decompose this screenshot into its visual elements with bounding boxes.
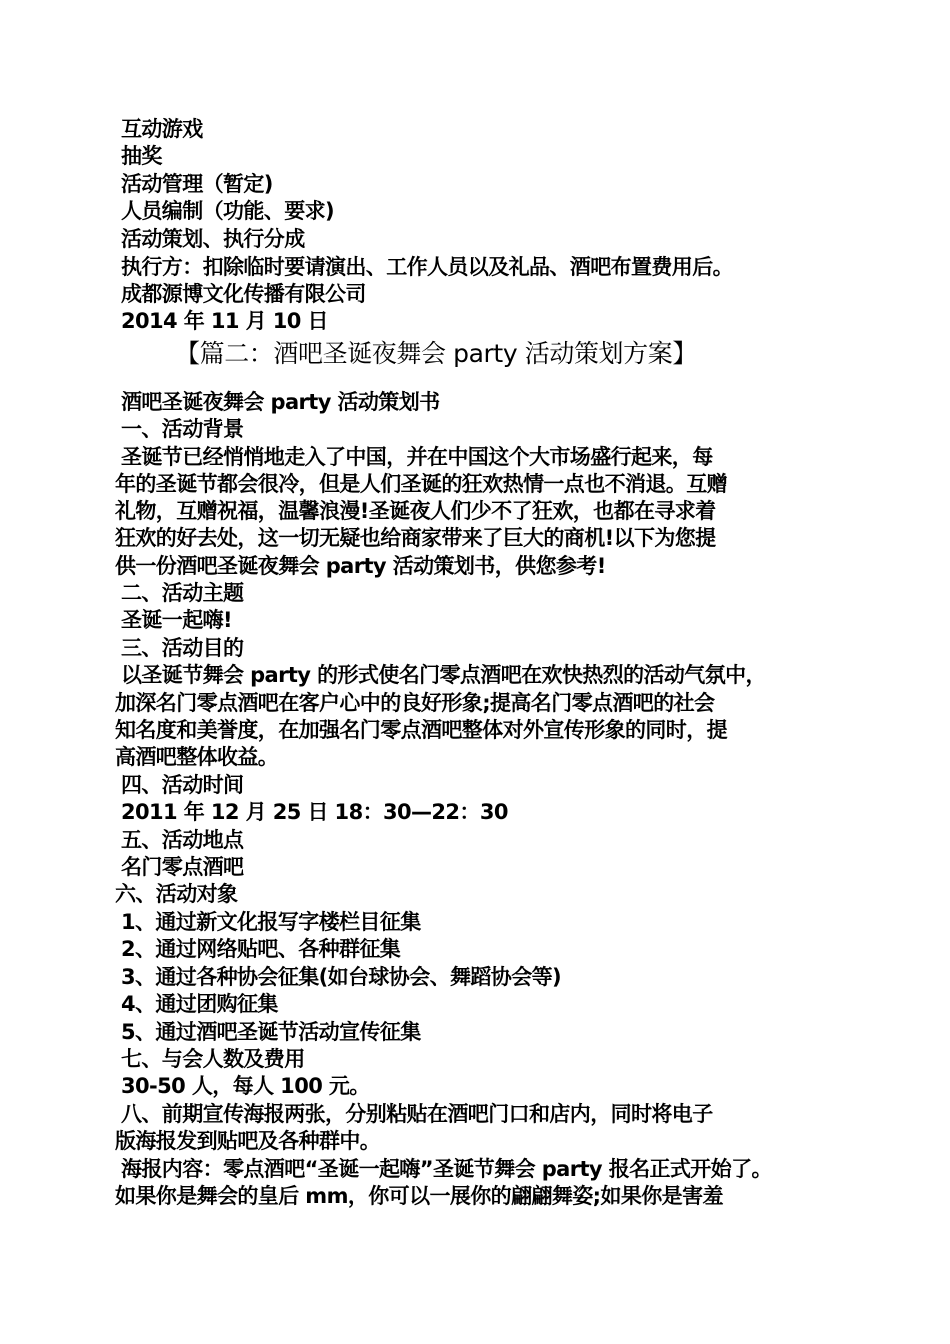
attendance-text: 30-50 人，每人 100 元。 xyxy=(121,1074,370,1098)
list-item: 1、通过新文化报写字楼栏目征集 xyxy=(121,910,421,934)
list-item: 2、通过网络贴吧、各种群征集 xyxy=(121,937,401,961)
paragraph-line: 版海报发到贴吧及各种群中。 xyxy=(115,1129,381,1153)
location-text: 名门零点酒吧 xyxy=(121,855,244,879)
paragraph-line: 狂欢的好去处，这一切无疑也给商家带来了巨大的商机!以下为您提 xyxy=(115,526,716,550)
text-line: 执行方：扣除临时要请演出、工作人员以及礼品、酒吧布置费用后。 xyxy=(121,255,733,279)
document-title: 酒吧圣诞夜舞会 party 活动策划书 xyxy=(121,390,440,414)
heading-audience: 六、活动对象 xyxy=(115,882,238,906)
heading-promotion: 八、前期宣传海报两张，分别粘贴在酒吧门口和店内，同时将电子 xyxy=(121,1102,713,1126)
theme-text: 圣诞一起嗨! xyxy=(121,608,232,632)
list-item: 5、通过酒吧圣诞节活动宣传征集 xyxy=(121,1020,421,1044)
date-line: 2014 年 11 月 10 日 xyxy=(121,309,328,333)
heading-theme: 二、活动主题 xyxy=(121,581,244,605)
heading-background: 一、活动背景 xyxy=(121,417,244,441)
paragraph-line: 高酒吧整体收益。 xyxy=(115,745,279,769)
paragraph-line: 礼物，互赠祝福，温馨浪漫!圣诞夜人们少不了狂欢，也都在寻求着 xyxy=(115,499,716,523)
heading-purpose: 三、活动目的 xyxy=(121,636,244,660)
paragraph-line: 海报内容：零点酒吧“圣诞一起嗨”圣诞节舞会 party 报名正式开始了。 xyxy=(121,1157,772,1181)
paragraph-line: 供一份酒吧圣诞夜舞会 party 活动策划书，供您参考! xyxy=(115,554,606,578)
list-item: 4、通过团购征集 xyxy=(121,992,278,1016)
section-title: 【篇二：酒吧圣诞夜舞会 party 活动策划方案】 xyxy=(175,339,697,368)
paragraph-line: 年的圣诞节都会很冷，但是人们圣诞的狂欢热情一点也不消退。互赠 xyxy=(115,472,727,496)
paragraph-line: 如果你是舞会的皇后 mm，你可以一展你的翩翩舞姿;如果你是害羞 xyxy=(115,1184,723,1208)
heading-time: 四、活动时间 xyxy=(121,773,244,797)
list-item: 3、通过各种协会征集(如台球协会、舞蹈协会等) xyxy=(121,965,562,989)
text-line: 成都源博文化传播有限公司 xyxy=(121,282,366,306)
paragraph-line: 加深名门零点酒吧在客户心中的良好形象;提高名门零点酒吧的社会 xyxy=(115,691,715,715)
paragraph-line: 以圣诞节舞会 party 的形式使名门零点酒吧在欢快热烈的活动气氛中， xyxy=(121,663,766,687)
paragraph-line: 圣诞节已经悄悄地走入了中国，并在中国这个大市场盛行起来，每 xyxy=(121,445,713,469)
heading-attendance: 七、与会人数及费用 xyxy=(121,1047,305,1071)
text-line: 互动游戏 xyxy=(121,117,203,141)
text-line: 抽奖 xyxy=(121,144,162,168)
text-line: 活动管理（暂定) xyxy=(121,172,273,196)
text-line: 活动策划、执行分成 xyxy=(121,227,305,251)
paragraph-line: 知名度和美誉度，在加强名门零点酒吧整体对外宣传形象的同时，提 xyxy=(115,718,727,742)
time-text: 2011 年 12 月 25 日 18：30—22：30 xyxy=(121,800,508,824)
heading-location: 五、活动地点 xyxy=(121,828,244,852)
text-line: 人员编制（功能、要求) xyxy=(121,199,334,223)
